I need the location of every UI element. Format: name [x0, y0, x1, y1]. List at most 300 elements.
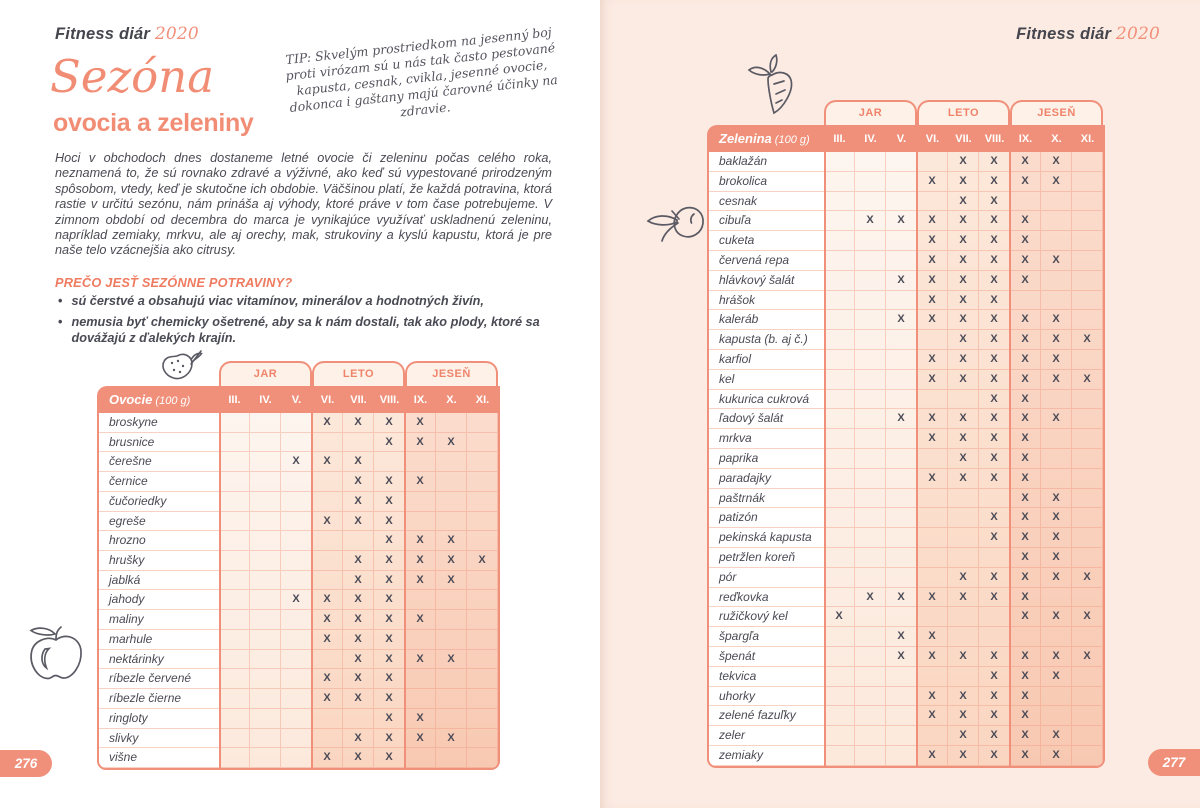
- month-cell: [1072, 291, 1103, 311]
- month-cell: [824, 350, 855, 370]
- table-row: [709, 449, 1103, 469]
- month-cell: X: [405, 729, 436, 749]
- table-row: [99, 650, 498, 670]
- month-cell: [405, 452, 436, 472]
- month-cell: [343, 709, 374, 729]
- month-cell: X: [405, 709, 436, 729]
- season-tab: JESEŇ: [405, 361, 498, 386]
- month-cell: X: [979, 231, 1010, 251]
- month-cell: X: [405, 571, 436, 591]
- month-cell: X: [886, 310, 917, 330]
- month-cell: X: [374, 472, 405, 492]
- row-label: černice: [99, 472, 219, 492]
- month-cell: X: [824, 607, 855, 627]
- month-cell: X: [374, 492, 405, 512]
- month-cell: [467, 729, 498, 749]
- month-cell: [467, 709, 498, 729]
- month-cell: [1072, 271, 1103, 291]
- month-cell: X: [405, 610, 436, 630]
- month-cell: [855, 291, 886, 311]
- month-cell: [405, 492, 436, 512]
- page-subtitle: ovocia a zeleniny: [53, 109, 254, 137]
- month-cell: X: [979, 508, 1010, 528]
- month-cell: [855, 687, 886, 707]
- month-cell: [824, 627, 855, 647]
- month-cell: [855, 667, 886, 687]
- month-cell: [1041, 211, 1072, 231]
- month-cell: [219, 531, 250, 551]
- month-cell: X: [948, 706, 979, 726]
- month-cell: [824, 172, 855, 192]
- month-cell: X: [948, 350, 979, 370]
- month-cell: [436, 748, 467, 768]
- month-cell: [824, 251, 855, 271]
- month-cell: X: [948, 172, 979, 192]
- table-row: [709, 607, 1103, 627]
- month-cell: X: [979, 291, 1010, 311]
- month-cell: X: [312, 669, 343, 689]
- month-header: XI.: [475, 393, 490, 406]
- month-cell: [312, 472, 343, 492]
- month-cell: [886, 172, 917, 192]
- table-row: [709, 746, 1103, 766]
- month-cell: X: [1072, 568, 1103, 588]
- month-cell: [250, 472, 281, 492]
- month-cell: [1072, 548, 1103, 568]
- table-row: [709, 172, 1103, 192]
- month-cell: [886, 706, 917, 726]
- row-label: paštrnák: [709, 489, 824, 509]
- month-cell: X: [1010, 528, 1041, 548]
- month-cell: X: [312, 512, 343, 532]
- month-cell: [886, 548, 917, 568]
- month-cell: [405, 669, 436, 689]
- month-cell: [1041, 706, 1072, 726]
- season-tab: LETO: [312, 361, 405, 386]
- month-cell: [1072, 192, 1103, 212]
- month-cell: [250, 610, 281, 630]
- month-cell: [1041, 469, 1072, 489]
- month-cell: [467, 571, 498, 591]
- month-cell: [1041, 390, 1072, 410]
- month-cell: X: [1041, 409, 1072, 429]
- month-header: IX.: [1018, 132, 1033, 145]
- month-cell: X: [1010, 568, 1041, 588]
- row-label: karfiol: [709, 350, 824, 370]
- month-cell: X: [917, 211, 948, 231]
- month-cell: [824, 726, 855, 746]
- month-cell: X: [917, 469, 948, 489]
- table-row: [709, 706, 1103, 726]
- month-cell: [374, 452, 405, 472]
- month-cell: X: [1010, 350, 1041, 370]
- month-cell: [917, 192, 948, 212]
- month-cell: [250, 571, 281, 591]
- month-cell: [824, 568, 855, 588]
- month-cell: X: [343, 590, 374, 610]
- row-label: brokolica: [709, 172, 824, 192]
- bullet-dot: •: [58, 294, 63, 308]
- month-cell: X: [374, 709, 405, 729]
- month-cell: X: [1072, 607, 1103, 627]
- row-label: višne: [99, 748, 219, 768]
- month-cell: [855, 528, 886, 548]
- table-row: [99, 433, 498, 453]
- page-header-title: Fitness diár: [55, 25, 151, 43]
- month-cell: X: [917, 588, 948, 608]
- month-cell: [917, 528, 948, 548]
- month-cell: [824, 330, 855, 350]
- tip-note: TIP: Skvelým prostriedkom na jesenný boj proti virózam sú u nás tak často pestované kapusta, cesnak, cvikla, jesenné ovocie, dokonca i gaštany majú čarovné účinky na zdravie.: [284, 24, 559, 120]
- row-label: kaleráb: [709, 310, 824, 330]
- season-tabs: [97, 361, 500, 386]
- month-cell: [824, 409, 855, 429]
- month-cell: X: [436, 571, 467, 591]
- month-cell: [917, 548, 948, 568]
- table-unit: (100 g): [771, 134, 810, 146]
- month-cell: X: [343, 512, 374, 532]
- month-cell: [948, 548, 979, 568]
- bullet-text: nemusia byť chemicky ošetrené, aby sa k nám dostali, tak ako plody, ktoré sa dovážajú z ďalekých krajín.: [71, 315, 540, 345]
- month-cell: [1072, 211, 1103, 231]
- month-cell: [250, 512, 281, 532]
- month-cell: [917, 508, 948, 528]
- month-cell: [312, 571, 343, 591]
- month-cell: X: [948, 588, 979, 608]
- month-cell: [436, 512, 467, 532]
- table-row: [99, 590, 498, 610]
- table-row: [709, 726, 1103, 746]
- table-row: [709, 409, 1103, 429]
- month-cell: X: [1010, 449, 1041, 469]
- month-cell: X: [855, 588, 886, 608]
- row-label: čerešne: [99, 452, 219, 472]
- month-cell: X: [886, 409, 917, 429]
- table-row: [709, 192, 1103, 212]
- month-cell: X: [374, 650, 405, 670]
- month-cell: X: [948, 330, 979, 350]
- month-cell: [436, 472, 467, 492]
- month-cell: X: [1041, 607, 1072, 627]
- group-divider: [311, 413, 313, 768]
- table-row: [99, 492, 498, 512]
- month-cell: [979, 627, 1010, 647]
- season-tab: JESEŇ: [1010, 100, 1103, 125]
- month-cell: X: [979, 746, 1010, 766]
- month-cell: [219, 551, 250, 571]
- month-cell: X: [979, 469, 1010, 489]
- month-header: IV.: [259, 393, 272, 406]
- month-cell: X: [886, 271, 917, 291]
- month-cell: [824, 548, 855, 568]
- month-cell: X: [343, 610, 374, 630]
- month-cell: [1072, 449, 1103, 469]
- month-cell: [1010, 291, 1041, 311]
- table-row: [99, 689, 498, 709]
- table-row: [99, 452, 498, 472]
- month-cell: X: [948, 370, 979, 390]
- month-cell: X: [312, 590, 343, 610]
- month-cell: X: [436, 650, 467, 670]
- month-cell: [312, 531, 343, 551]
- table-row: [709, 291, 1103, 311]
- month-cell: X: [948, 726, 979, 746]
- table-row: [709, 469, 1103, 489]
- month-cell: [250, 689, 281, 709]
- row-label: jablká: [99, 571, 219, 591]
- month-cell: X: [1041, 172, 1072, 192]
- month-cell: X: [917, 687, 948, 707]
- month-cell: [1072, 508, 1103, 528]
- month-cell: [948, 489, 979, 509]
- month-cell: X: [948, 429, 979, 449]
- month-cell: [312, 551, 343, 571]
- month-cell: [886, 192, 917, 212]
- month-cell: [948, 607, 979, 627]
- month-cell: [281, 551, 312, 571]
- month-cell: X: [917, 647, 948, 667]
- group-divider: [1009, 152, 1011, 766]
- table-unit: (100 g): [152, 395, 191, 407]
- month-header: VI.: [320, 393, 335, 406]
- month-cell: [1041, 687, 1072, 707]
- month-cell: [886, 508, 917, 528]
- month-cell: X: [979, 350, 1010, 370]
- month-cell: X: [917, 271, 948, 291]
- row-label: nektárinky: [99, 650, 219, 670]
- row-label: čučoriedky: [99, 492, 219, 512]
- page-title: Sezóna: [50, 50, 215, 103]
- month-cell: [824, 211, 855, 231]
- month-cell: [436, 669, 467, 689]
- table-row: [709, 548, 1103, 568]
- month-cell: X: [374, 512, 405, 532]
- group-divider: [916, 152, 918, 766]
- row-label: marhule: [99, 630, 219, 650]
- month-cell: [1072, 627, 1103, 647]
- month-cell: [824, 310, 855, 330]
- month-cell: [281, 610, 312, 630]
- month-cell: X: [343, 689, 374, 709]
- bullet-text: sú čerstvé a obsahujú viac vitamínov, minerálov a hodnotných živín,: [71, 294, 484, 308]
- month-cell: [855, 429, 886, 449]
- month-cell: X: [1041, 370, 1072, 390]
- month-header: XI.: [1080, 132, 1095, 145]
- month-cell: X: [1041, 310, 1072, 330]
- table-row: [99, 413, 498, 433]
- month-cell: [312, 709, 343, 729]
- month-header: X.: [446, 393, 457, 406]
- table-row: [709, 508, 1103, 528]
- table-header-row: [97, 386, 500, 413]
- month-cell: [467, 689, 498, 709]
- month-cell: [467, 650, 498, 670]
- month-cell: [281, 472, 312, 492]
- month-cell: [855, 271, 886, 291]
- table-header-row: [707, 125, 1105, 152]
- month-cell: X: [948, 409, 979, 429]
- month-cell: X: [343, 669, 374, 689]
- month-cell: [948, 667, 979, 687]
- month-cell: [281, 512, 312, 532]
- month-cell: X: [1010, 429, 1041, 449]
- month-cell: [281, 413, 312, 433]
- table-row: [99, 512, 498, 532]
- month-cell: X: [343, 650, 374, 670]
- month-cell: X: [948, 271, 979, 291]
- month-cell: X: [436, 729, 467, 749]
- month-cell: X: [917, 172, 948, 192]
- month-cell: [855, 370, 886, 390]
- month-cell: X: [948, 231, 979, 251]
- month-cell: [1072, 310, 1103, 330]
- table-row: [709, 310, 1103, 330]
- month-cell: [250, 551, 281, 571]
- month-cell: [886, 330, 917, 350]
- month-cell: [250, 433, 281, 453]
- month-cell: X: [979, 310, 1010, 330]
- month-cell: [1010, 627, 1041, 647]
- month-cell: X: [1010, 647, 1041, 667]
- month-cell: [855, 152, 886, 172]
- month-cell: [948, 528, 979, 548]
- month-header: V.: [896, 132, 907, 145]
- table-row: [709, 489, 1103, 509]
- month-cell: X: [405, 472, 436, 492]
- month-cell: [467, 413, 498, 433]
- month-cell: [436, 492, 467, 512]
- table-row: [99, 729, 498, 749]
- month-cell: [886, 687, 917, 707]
- month-cell: X: [343, 748, 374, 768]
- row-label: petržlen koreň: [709, 548, 824, 568]
- month-cell: [855, 469, 886, 489]
- month-cell: X: [1010, 330, 1041, 350]
- month-cell: [1041, 627, 1072, 647]
- month-cell: [855, 390, 886, 410]
- month-header: III.: [228, 393, 241, 406]
- month-cell: X: [312, 610, 343, 630]
- month-cell: [343, 531, 374, 551]
- month-cell: X: [281, 590, 312, 610]
- month-cell: [250, 709, 281, 729]
- month-cell: X: [979, 172, 1010, 192]
- month-cell: [467, 630, 498, 650]
- month-cell: [1072, 251, 1103, 271]
- beet-icon: [642, 190, 714, 266]
- month-cell: [1072, 687, 1103, 707]
- fruit-season-table: [97, 361, 500, 770]
- month-cell: X: [1010, 310, 1041, 330]
- month-cell: X: [1041, 508, 1072, 528]
- month-cell: [436, 630, 467, 650]
- month-cell: [917, 568, 948, 588]
- row-label: zelené fazuľky: [709, 706, 824, 726]
- month-cell: [824, 706, 855, 726]
- month-cell: X: [979, 211, 1010, 231]
- table-row: [99, 551, 498, 571]
- month-cell: [1072, 706, 1103, 726]
- month-cell: X: [917, 409, 948, 429]
- month-cell: X: [1041, 528, 1072, 548]
- page-right: [600, 0, 1200, 808]
- month-cell: X: [374, 669, 405, 689]
- month-cell: [405, 512, 436, 532]
- month-cell: [855, 172, 886, 192]
- month-cell: [886, 528, 917, 548]
- month-cell: [436, 590, 467, 610]
- month-header: VII.: [955, 132, 972, 145]
- row-label: tekvica: [709, 667, 824, 687]
- row-label: hrozno: [99, 531, 219, 551]
- month-cell: X: [917, 310, 948, 330]
- month-cell: X: [343, 551, 374, 571]
- month-cell: [219, 689, 250, 709]
- month-header: IX.: [413, 393, 428, 406]
- month-cell: [219, 492, 250, 512]
- table-row: [709, 568, 1103, 588]
- month-cell: [219, 610, 250, 630]
- month-cell: X: [374, 433, 405, 453]
- month-cell: X: [979, 726, 1010, 746]
- month-cell: X: [948, 687, 979, 707]
- month-cell: X: [312, 748, 343, 768]
- month-cell: X: [343, 452, 374, 472]
- month-header: X.: [1051, 132, 1062, 145]
- month-cell: [467, 472, 498, 492]
- row-label: baklažán: [709, 152, 824, 172]
- bullet-dot: •: [58, 315, 63, 330]
- month-cell: [824, 271, 855, 291]
- month-cell: X: [374, 610, 405, 630]
- month-cell: [1072, 528, 1103, 548]
- month-cell: X: [1010, 231, 1041, 251]
- month-cell: [886, 152, 917, 172]
- month-cell: X: [979, 449, 1010, 469]
- month-cell: [436, 413, 467, 433]
- month-cell: X: [979, 687, 1010, 707]
- month-cell: X: [312, 630, 343, 650]
- month-cell: [886, 370, 917, 390]
- month-cell: X: [948, 449, 979, 469]
- month-cell: [467, 492, 498, 512]
- month-cell: X: [979, 667, 1010, 687]
- month-cell: X: [312, 413, 343, 433]
- table-row: [709, 271, 1103, 291]
- month-cell: X: [917, 350, 948, 370]
- month-cell: X: [917, 291, 948, 311]
- month-cell: [886, 726, 917, 746]
- month-cell: [979, 548, 1010, 568]
- month-cell: [1072, 429, 1103, 449]
- month-cell: X: [1041, 350, 1072, 370]
- month-cell: [824, 746, 855, 766]
- month-cell: [281, 571, 312, 591]
- month-cell: [467, 610, 498, 630]
- row-label: cesnak: [709, 192, 824, 212]
- table-row: [709, 330, 1103, 350]
- month-cell: [824, 528, 855, 548]
- month-cell: X: [948, 568, 979, 588]
- month-cell: X: [1041, 251, 1072, 271]
- month-cell: [917, 449, 948, 469]
- month-cell: X: [855, 211, 886, 231]
- month-cell: [824, 390, 855, 410]
- month-cell: X: [917, 251, 948, 271]
- row-label: maliny: [99, 610, 219, 630]
- month-cell: [219, 630, 250, 650]
- month-cell: [886, 607, 917, 627]
